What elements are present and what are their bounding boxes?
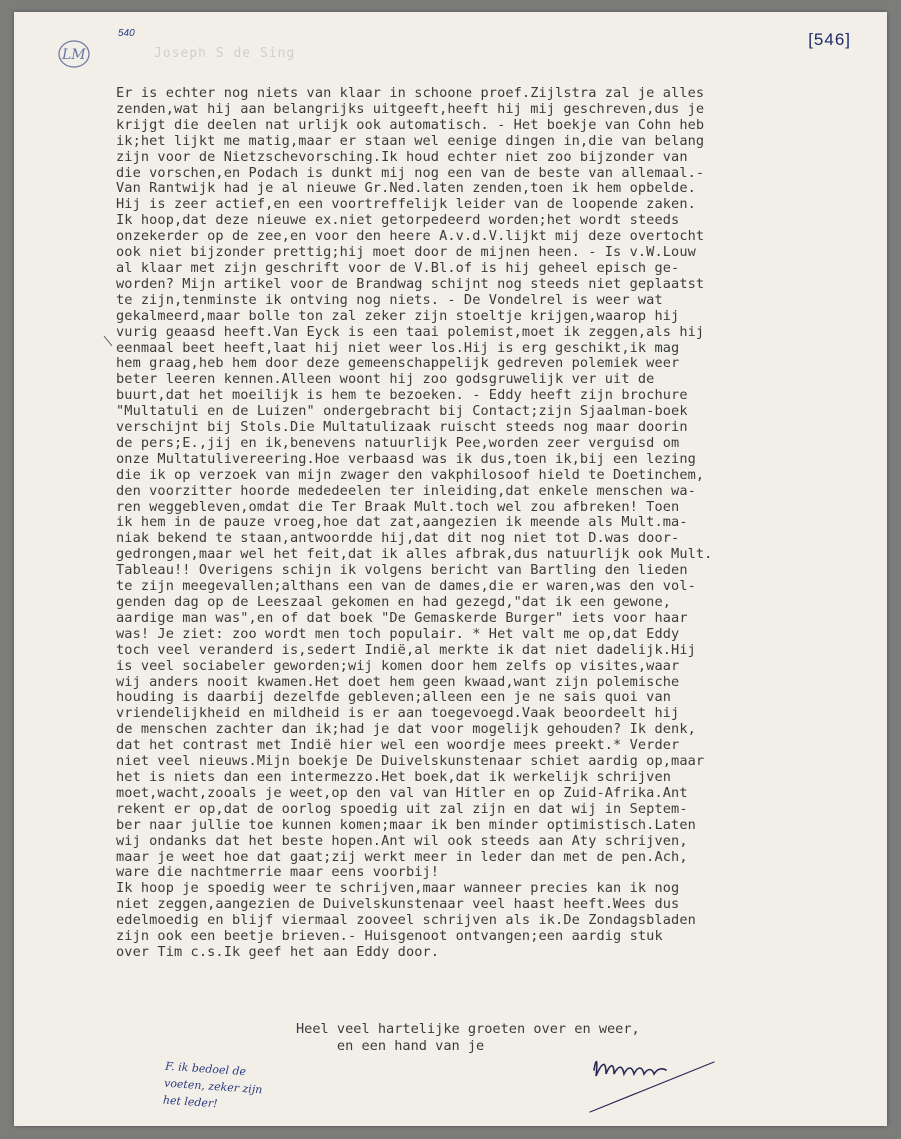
handwritten-signature bbox=[574, 1040, 724, 1130]
letter-page bbox=[14, 12, 887, 1126]
archive-stamp bbox=[54, 34, 124, 72]
stamp-monogram: LM bbox=[62, 47, 86, 63]
archive-page-number: [546] bbox=[808, 30, 851, 49]
margin-pencil-mark bbox=[102, 334, 114, 348]
bleed-through-text: Joseph S de Sing bbox=[154, 46, 296, 61]
letter-body: Er is echter nog niets van klaar in schoone proef.Zijlstra zal je alles zenden,wat hij aan belangrijks uitgeeft,heeft hij mij geschreven,dus je krijgt die deelen nat urlijk ook automatisch. - Het boekje van Cohn heb ik;het lijkt me matig,maar er staan wel eenige dingen in,die van belang zijn voor de Nietzschevorsching.Ik houd echter niet zoo bijzonder van die vorschen,en Podach is dunkt mij nog een van de beste van allemaal.- Van Rantwijk had je al nieuwe Gr.Ned.laten zenden,toen ik hem opbelde. Hij is zeer actief,en een voortreffelijk leider van de loopende zaken. Ik hoop,dat deze nieuwe ex.niet getorpedeerd worden;het wordt steeds onzekerder op de zee,en voor den heere A.v.d.V.lijkt mij deze overtocht ook niet bijzonder prettig;hij moet door de mijnen heen. - Is v.W.Louw al klaar met zijn geschrift voor de V.Bl.of is hij geheel episch ge- worden? Mijn artikel voor de Brandwag schijnt nog steeds niet geplaatst te zijn,tenminste ik ontving nog niets. - De Vondelrel is weer wat gekalmeerd,maar bolle ton zal zeker zijn stoeltje krijgen,waarop hij vurig geaasd heeft.Van Eyck is een taai polemist,moet ik zeggen,als hij eenmaal beet heeft,laat hij niet weer los.Hij is erg geschikt,ik mag hem graag,heb hem door deze gemeenschappelijk gedreven polemiek weer beter leeren kennen.Alleen woont hij zoo godsgruwelijk ver uit de buurt,dat het moeilijk is hem te bezoeken. - Eddy heeft zijn brochure "Multatuli en de Luizen" ondergebracht bij Contact;zijn Sjaalman-boek verschijnt bij Stols.Die Multatulizaak ruischt steeds nog maar doorin de pers;E.,jij en ik,benevens natuurlijk Pee,worden zeer verguisd om onze Multatulivereering.Hoe verbaasd was ik dus,toen ik,bij een lezing die ik op verzoek van mijn zwager den vakphilosoof hield te Doetinchem, den voorzitter hoorde mededeelen ter inleiding,dat enkele menschen wa- ren weggebleven,omdat die Ter Braak Mult.toch wel zou afbreken! Toen ik hem in de pauze vroeg,hoe dat zat,aangezien ik meende als Mult.ma- niak bekend te staan,antwoordde hij,dat dit nog niet tot D.was door- gedrongen,maar wel het feit,dat ik alles afbrak,dus natuurlijk ook Mult. Tableau!! Overigens schijn ik volgens bericht van Bartling den lieden te zijn meegevallen;althans een van de dames,die er waren,was den vol- genden dag op de Leeszaal gekomen en had gezegd,"dat ik een gewone, aardige man was",en of dat boek "De Gemaskerde Burger" iets voor haar was! Je ziet: zoo wordt men toch populair. * Het valt me op,dat Eddy toch veel veranderd is,sedert Indië,al merkte ik dat niet dadelijk.Hij is veel sociabeler geworden;wij komen door hem zelfs op visites,waar wij anders nooit kwamen.Het doet hem geen kwaad,want zijn polemische houding is daarbij dezelfde gebleven;alleen een je ne sais quoi van vriendelijkheid en mildheid is er aan toegevoegd.Vaak beoordeelt hij de menschen zachter dan ik;had je dat voor mogelijk gehouden? Ik denk, dat het contrast met Indië hier wel een woordje mees preekt.* Verder niet veel nieuws.Mijn boekje De Duivelskunstenaar schiet aardig op,maar het is niets dan een intermezzo.Het boek,dat ik werkelijk schrijven moet,wacht,zooals je weet,op den val van Hitler en op Zuid-Afrika.Ant rekent er op,dat de oorlog spoedig uit zal zijn en dat wij in Septem- ber naar jullie toe kunnen komen;maar ik ben minder optimistisch.Laten wij ondanks dat het beste hopen.Ant wil ook steeds aan Aty schrijven, maar je weet hoe dat gaat;zij werkt meer in leder dan met de pen.Ach, ware die nachtmerrie maar eens voorbij! Ik hoop je spoedig weer te schrijven,maar wanneer precies kan ik nog niet zeggen,aangezien de Duivelskunstenaar veel haast heeft.Wees dus edelmoedig en blijf viermaal zooveel schrijven als ik.De Zondagsbladen zijn ook een beetje brieven.- Huisgenoot ontvangen;een aardig stuk over Tim c.s.Ik geef het aan Eddy door. bbox=[116, 85, 713, 960]
stamp-number: 540 bbox=[118, 28, 135, 39]
handwritten-margin-note: F. ik bedoel de voeten, zeker zijn het leder! bbox=[162, 1059, 263, 1111]
letter-closing: Heel veel hartelijke groeten over en weer, en een hand van je bbox=[296, 1021, 640, 1054]
